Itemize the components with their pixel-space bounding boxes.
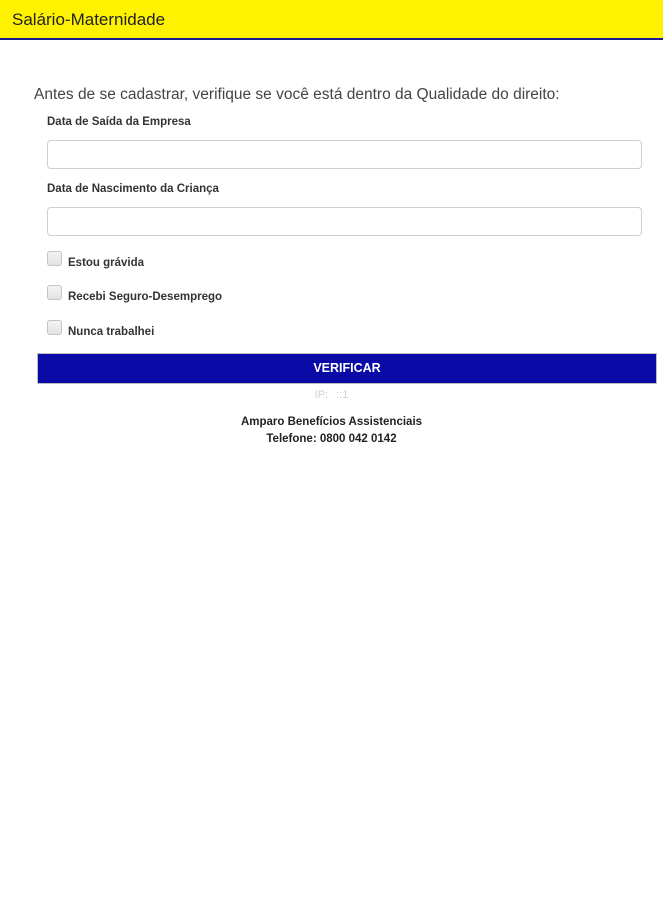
unemployment-checkbox[interactable]: [47, 285, 62, 300]
birth-date-label: Data de Nascimento da Criança: [47, 183, 219, 195]
ip-value: ::1: [336, 389, 349, 401]
intro-text: Antes de se cadastrar, verifique se você está dentro da Qualidade do direito:: [34, 86, 560, 103]
ip-info: [0, 389, 663, 401]
unemployment-checkbox-label: Recebi Seguro-Desemprego: [68, 291, 223, 303]
ip-label: IP:: [314, 389, 329, 401]
exit-date-field[interactable]: [47, 140, 642, 169]
never-worked-checkbox-label: Nunca trabalhei: [68, 326, 155, 338]
header-title: Salário-Maternidade: [12, 10, 166, 29]
verify-button[interactable]: VERIFICAR: [37, 353, 657, 384]
app-header: [0, 0, 663, 40]
pregnant-checkbox-label: Estou grávida: [68, 257, 145, 269]
footer-phone: Telefone: 0800 042 0142: [266, 433, 397, 445]
checkbox-row-pregnant[interactable]: [47, 252, 144, 270]
exit-date-label: Data de Saída da Empresa: [47, 116, 191, 128]
birth-date-field[interactable]: [47, 207, 642, 236]
pregnant-checkbox[interactable]: [47, 251, 62, 266]
checkbox-row-never-worked[interactable]: [47, 321, 154, 339]
never-worked-checkbox[interactable]: [47, 320, 62, 335]
footer-company: Amparo Benefícios Assistenciais: [240, 416, 423, 428]
checkbox-row-unemployment[interactable]: [47, 286, 222, 304]
